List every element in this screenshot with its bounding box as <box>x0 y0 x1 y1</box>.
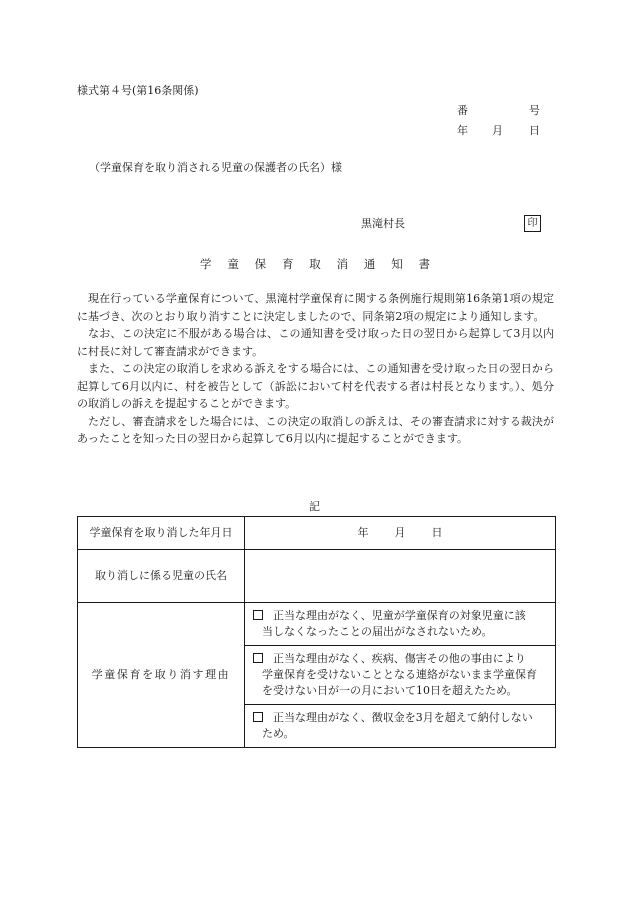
document-title <box>200 256 430 272</box>
reason-option-3[interactable] <box>245 705 556 748</box>
title-char: 消 <box>336 257 349 271</box>
revocation-date-label: 学童保育を取り消した年月日 <box>78 517 245 550</box>
number-label: 番 <box>457 104 468 117</box>
reason-option-2[interactable] <box>245 646 556 705</box>
date-day: 日 <box>431 526 443 539</box>
number-suffix: 号 <box>529 104 540 117</box>
addressee-line: （学童保育を取り消される児童の保護者の氏名）様 <box>89 161 342 174</box>
title-char: 保 <box>254 257 267 271</box>
date-year: 年 <box>357 526 369 539</box>
title-char: 童 <box>227 257 239 271</box>
title-char: 学 <box>200 257 212 271</box>
date-year-label: 年 <box>457 124 468 137</box>
table-row <box>78 517 556 550</box>
revocation-date-field[interactable] <box>245 517 556 550</box>
reason-option-1[interactable] <box>245 603 556 646</box>
reason-text-cont: 当しなくなったことの届出がなされないため。 <box>262 625 493 638</box>
sender-name: 黒滝村長 <box>361 217 405 230</box>
reason-text: 正当な理由がなく、徴収金を3月を超えて納付しない <box>273 711 533 724</box>
date-month-label: 月 <box>492 124 503 137</box>
checkbox-icon[interactable] <box>253 610 263 620</box>
reason-text-cont: ため。 <box>262 727 295 740</box>
body-paragraph: また、この決定の取消しを求める訴えをする場合には、この通知書を受け取った日の翌日から起算して6月以内に、村を被告として（訴訟において村を代表する者は村長となります。）、処分の取消しの訴えを提起することができます。 <box>77 362 554 410</box>
form-number: 様式第４号(第16条関係) <box>77 84 199 97</box>
title-char: 知 <box>391 257 403 271</box>
date-day-label: 日 <box>529 124 540 137</box>
reason-text: 正当な理由がなく、児童が学童保育の対象児童に該 <box>273 609 526 622</box>
notice-body <box>77 290 554 448</box>
reason-label: 学童保育を取り消す理由 <box>78 603 245 748</box>
body-paragraph: ただし、審査請求をした場合には、この決定の取消しの訴えは、その審査請求に対する裁決があったことを知った日の翌日から起算して6月以内に提起することができます。 <box>77 414 554 445</box>
title-char: 育 <box>281 257 294 271</box>
table-row <box>78 550 556 603</box>
title-char: 書 <box>418 257 430 271</box>
body-paragraph: なお、この決定に不服がある場合は、この通知書を受け取った日の翌日から起算して3月以内に村長に対して審査請求ができます。 <box>77 327 554 358</box>
checkbox-icon[interactable] <box>253 653 263 663</box>
details-table <box>77 516 556 748</box>
body-paragraph: 現在行っている学童保育について、黒滝村学童保育に関する条例施行規則第16条第1項の規定に基づき、次のとおり取り消すことに決定しましたので、同条第2項の規定により通知します。 <box>77 292 554 323</box>
seal-stamp: 印 <box>524 215 541 232</box>
child-name-label: 取り消しに係る児童の氏名 <box>78 550 245 603</box>
ki-heading: 記 <box>309 500 320 513</box>
table-row <box>78 603 556 646</box>
checkbox-icon[interactable] <box>253 712 263 722</box>
child-name-field[interactable] <box>245 550 556 603</box>
date-month: 月 <box>394 526 406 539</box>
title-char: 取 <box>309 257 321 271</box>
reason-text: 正当な理由がなく、疾病、傷害その他の事由により <box>273 652 526 665</box>
reason-text-cont: 学童保育を受けないこととなる連絡がないまま学童保育を受けない日が一の月において10日を超えたため。 <box>262 668 537 697</box>
title-char: 通 <box>363 257 376 271</box>
